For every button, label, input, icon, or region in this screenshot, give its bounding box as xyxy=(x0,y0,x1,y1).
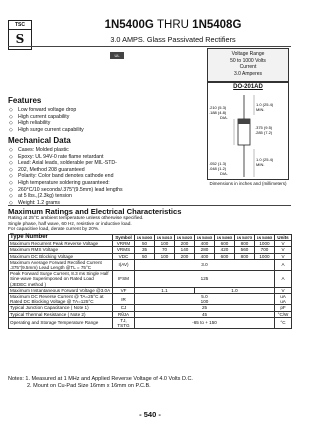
value-cell: 35 xyxy=(135,247,155,253)
value-cell: 3.0 xyxy=(135,259,275,270)
header-part: 1N 5406G xyxy=(215,235,235,241)
page-number: - 540 - xyxy=(139,410,161,419)
value-cell: 70 xyxy=(155,247,175,253)
value-cell: 420 xyxy=(215,247,235,253)
unit-cell: V xyxy=(275,241,292,247)
list-item: ◇ 260°C/10 seconds/.375"(9.5mm) lead lengths xyxy=(8,187,123,194)
dim-body-dia-1: .210 (5.3) xyxy=(209,105,227,110)
part-to: 1N5408G xyxy=(192,19,242,31)
page-title xyxy=(58,19,288,31)
list-item: ◇ Weight: 1.2 grams xyxy=(8,200,123,207)
header-part: 1N 5401G xyxy=(155,235,175,241)
param-cell: Typical Junction Capacitance ( Note 1) xyxy=(9,305,113,311)
dim-lead-dia-1: .052 (1.3) xyxy=(209,161,227,166)
package-drawing-box xyxy=(207,82,289,180)
list-item: ◇ Polarity: Color band denotes cathode end xyxy=(8,173,123,180)
footnote: 2. Mount on Cu-Pad Size 16mm x 16mm on P.C.B. xyxy=(27,383,151,389)
value-cell: 50 xyxy=(135,241,155,247)
unit-cell: V xyxy=(275,287,292,293)
symbol-cell: VF xyxy=(113,287,135,293)
value-cell: 100 xyxy=(155,253,175,259)
unit-line: uA xyxy=(280,294,286,300)
ratings-table xyxy=(8,234,292,329)
dimensions-caption: Dimensions in inches and (millimeters) xyxy=(209,181,287,186)
dim-lead-top-min: MIN. xyxy=(256,107,265,112)
ratings-divider xyxy=(8,205,291,206)
unit-cell: A xyxy=(275,271,292,288)
header-units: Units xyxy=(275,235,292,241)
table-row xyxy=(9,294,292,305)
list-item: ◇ Cases: Molded plastic xyxy=(8,147,123,154)
value-cell: 25 xyxy=(135,305,275,311)
value-cell xyxy=(135,294,275,305)
part-from: 1N5400G xyxy=(104,19,154,31)
value-cell: 1.1 xyxy=(135,287,195,293)
features-heading: Features xyxy=(8,96,42,105)
header-part: 1N 5408G xyxy=(255,235,275,241)
mechanical-heading: Mechanical Data xyxy=(8,136,71,145)
features-list xyxy=(8,107,84,133)
value-cell: 800 xyxy=(235,253,255,259)
value-cell: 560 xyxy=(235,247,255,253)
value-cell: 1000 xyxy=(255,241,275,247)
value-cell: 200 xyxy=(175,241,195,247)
value-line: 100 xyxy=(200,299,209,305)
unit-line: uA xyxy=(280,299,286,305)
value-cell: 600 xyxy=(215,241,235,247)
list-item: ◇ High current capability xyxy=(8,114,84,121)
value-line: 5.0 xyxy=(201,294,208,300)
unit-cell: pF xyxy=(275,305,292,311)
param-cell: Maximum DC Reverse Current @ TA=25°C at Rated DC Blocking Voltage @ TA=125°C xyxy=(9,294,113,305)
logo-mark-icon: S xyxy=(15,32,25,46)
symbol-cell: VRRM xyxy=(113,241,135,247)
symbol-cell: CJ xyxy=(113,305,135,311)
unit-cell: °C xyxy=(275,317,292,328)
package-name: DO-201AD xyxy=(233,84,263,90)
symbol-cell: IR xyxy=(113,294,135,305)
spec-line: Voltage Range xyxy=(231,51,265,57)
ratings-note: Single phase, half wave, 60 Hz, resistive or inductive load. xyxy=(8,221,132,227)
list-item: ◇ 202, Method 208 guaranteed xyxy=(8,167,123,174)
dim-lead-top: 1.0 (25.4) xyxy=(256,102,274,107)
logo-text: TSC xyxy=(9,21,31,30)
dim-lead-bottom: 1.0 (25.4) xyxy=(256,157,274,162)
ul-badge-icon: UL xyxy=(110,52,124,59)
param-cell: Operating and Storage Temperature Range xyxy=(9,317,113,328)
value-cell: 400 xyxy=(195,253,215,259)
symbol-cell: I(AV) xyxy=(113,259,135,270)
symbol-cell: VDC xyxy=(113,253,135,259)
value-cell: 1000 xyxy=(255,253,275,259)
ratings-note: For capacitive load, derate current by 20%. xyxy=(8,227,100,233)
dim-body-len-1: .375 (9.5) xyxy=(255,125,273,130)
spec-box xyxy=(207,48,289,82)
symbol-cell: VRMS xyxy=(113,247,135,253)
header-part: 1N 5407G xyxy=(235,235,255,241)
value-cell: 45 xyxy=(135,311,275,317)
header-divider xyxy=(8,46,291,47)
list-item: ◇ High temperature soldering guaranteed: xyxy=(8,180,123,187)
footnote: Notes: 1. Measured at 1 MHz and Applied Reverse Voltage of 4.0 Volts D.C. xyxy=(8,376,193,382)
symbol-cell: IFSM xyxy=(113,271,135,288)
value-cell: 280 xyxy=(195,247,215,253)
param-cell: Typical Thermal Resistance ( Note 2) xyxy=(9,311,113,317)
param-cell: Maximum Instantaneous Forward Voltage @3.0A xyxy=(9,287,113,293)
value-cell: 600 xyxy=(215,253,235,259)
table-row xyxy=(9,271,292,288)
header-part: 1N 5400G xyxy=(135,235,155,241)
dim-dia-label: DIA. xyxy=(220,115,228,120)
list-item: ◇ at 5 lbs.,(2.3kg) tension xyxy=(8,193,123,200)
spec-line: Current xyxy=(239,64,257,70)
dim-lead-bottom-min: MIN. xyxy=(256,162,265,167)
ratings-note: Rating at 25°C ambient temperature unless otherwise specified. xyxy=(8,216,144,221)
spec-line: 3.0 Amperes xyxy=(233,70,263,77)
dim-lead-dia-2: .048 (1.2) xyxy=(209,166,227,171)
param-cell: Maximum DC Blocking Voltage xyxy=(9,253,113,259)
value-cell: 140 xyxy=(175,247,195,253)
symbol-cell: RθJA xyxy=(113,311,135,317)
symbol-cell: TJ, TSTG xyxy=(113,317,135,328)
header-symbol: Symbol xyxy=(113,235,135,241)
value-cell: 800 xyxy=(235,241,255,247)
param-cell: Peak Forward Surge Current, 8.3 ms Single Half Sine-wave Superimposed on Rated Load (JEDEC method ) xyxy=(9,271,113,288)
value-cell: 50 xyxy=(135,253,155,259)
thru-label: THRU xyxy=(157,19,189,31)
footnotes xyxy=(8,376,193,390)
dim-body-len-2: .285 (7.2) xyxy=(255,130,273,135)
param-cell: Maximum Average Forward Rectified Current .375"(9.5mm) Lead Length @TL = 75°C xyxy=(9,259,113,270)
value-cell: -65 to + 150 xyxy=(135,317,275,328)
list-item: ◇ High reliability xyxy=(8,120,84,127)
value-cell: 400 xyxy=(195,241,215,247)
value-cell: 125 xyxy=(135,271,275,288)
value-cell: 200 xyxy=(175,253,195,259)
ratings-heading: Maximum Ratings and Electrical Characteristics xyxy=(8,207,182,216)
dim-body-dia-2: .188 (4.8) xyxy=(209,110,227,115)
package-outline-diagram xyxy=(208,93,288,179)
header-type-number: Type Number xyxy=(9,235,113,241)
table-row xyxy=(9,259,292,270)
unit-cell: °C/W xyxy=(275,311,292,317)
ratings-notes xyxy=(8,216,144,233)
value-cell: 1.0 xyxy=(195,287,275,293)
param-cell: Maximum Recurrent Peak Reverse Voltage xyxy=(9,241,113,247)
unit-cell xyxy=(275,294,292,305)
unit-cell: V xyxy=(275,247,292,253)
list-item: ◇ High surge current capability xyxy=(8,127,84,134)
unit-cell: V xyxy=(275,253,292,259)
value-cell: 100 xyxy=(155,241,175,247)
list-item: ◇ Epoxy: UL 94V-0 rate flame retardant xyxy=(8,154,123,161)
param-cell: Maximum RMS Voltage xyxy=(9,247,113,253)
mechanical-list xyxy=(8,147,123,206)
table-row xyxy=(9,317,292,328)
list-item: ◇ Low forward voltage drop xyxy=(8,107,84,114)
header-part: 1N 5404G xyxy=(195,235,215,241)
spec-line: 50 to 1000 Volts xyxy=(230,57,266,64)
unit-cell: A xyxy=(275,259,292,270)
value-cell: 700 xyxy=(255,247,275,253)
list-item: ◇ Lead: Axial leads, solderable per MIL-STD- xyxy=(8,160,123,167)
page-subtitle: 3.0 AMPS. Glass Passivated Rectifiers xyxy=(110,35,236,44)
header-part: 1N 5402G xyxy=(175,235,195,241)
dim-dia-label-2: DIA. xyxy=(220,171,228,176)
